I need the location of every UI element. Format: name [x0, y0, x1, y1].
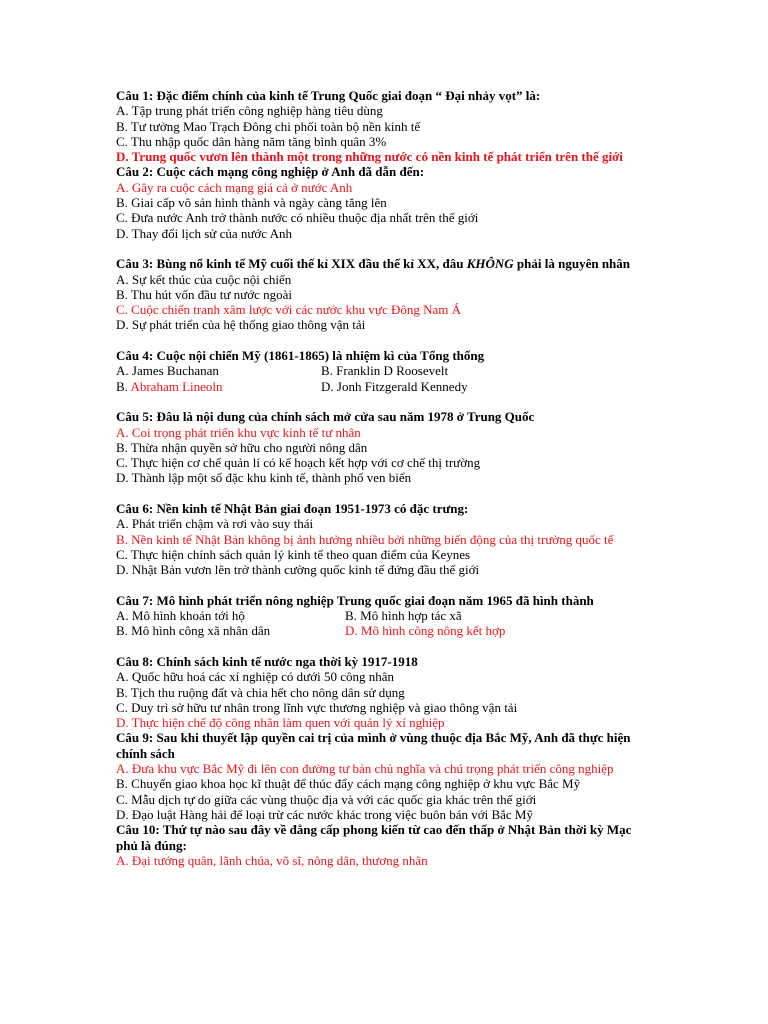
option-a: A. Tập trung phát triển công nghiệp hàng tiêu dùng	[116, 103, 383, 119]
question-title: Câu 5: Đâu là nội dung của chính sách mở cửa sau năm 1978 ở Trung Quốc	[116, 409, 535, 425]
quiz-document	[116, 88, 656, 868]
question-title: Câu 7: Mô hình phát triển nông nghiệp Trung quốc giai đoạn năm 1965 đã hình thành	[116, 592, 594, 608]
question-6	[116, 501, 656, 577]
options-row	[116, 379, 656, 394]
option-a-answer: A. Đại tướng quân, lãnh chúa, võ sĩ, nông dân, thương nhân	[116, 852, 428, 868]
option-d: D. Jonh Fitzgerald Kennedy	[321, 378, 468, 394]
option-c-answer: C. Cuộc chiến tranh xâm lược với các nước khu vực Đông Nam Á	[116, 302, 462, 318]
option-b-answer: B. Nền kinh tế Nhật Bản không bị ảnh hưởng nhiều bởi những biến động của thị trường quốc tế	[116, 531, 614, 547]
option-b: B. Franklin D Roosevelt	[321, 363, 449, 379]
question-title	[116, 256, 656, 271]
option-a: A. James Buchanan	[116, 363, 219, 379]
question-title: Câu 10: Thứ tự nào sau đây về đẳng cấp phong kiến từ cao đến thấp ở Nhật Bản thời kỳ Mạc phủ là đúng:	[116, 822, 632, 853]
option-b: B. Mô hình công xã nhân dân	[116, 623, 271, 639]
option-b: B. Thu hút vốn đầu tư nước ngoài	[116, 286, 292, 302]
question-8	[116, 654, 656, 730]
option-b: B. Mô hình hợp tác xã	[345, 608, 462, 624]
question-title: Câu 1: Đặc điểm chính của kinh tế Trung Quốc giai đoạn “ Đại nhảy vọt” là:	[116, 88, 541, 103]
question-title-start: Câu 3: Bùng nổ kinh tế Mỹ cuối thế kỉ XIX đầu thế kỉ XX, đâu	[116, 256, 467, 272]
option-c: C. Thực hiện chính sách quản lý kinh tế theo quan điểm của Keynes	[116, 546, 471, 562]
options-row	[116, 623, 656, 638]
question-title: Câu 8: Chính sách kinh tế nước nga thời kỳ 1917-1918	[116, 653, 418, 669]
question-title-emphasis: KHÔNG	[466, 256, 514, 272]
options-row	[116, 363, 656, 378]
option-a: A. Mô hình khoán tới hộ	[116, 608, 245, 624]
option-c: C. Mẫu dịch tự do giữa các vùng thuộc địa và với các quốc gia khác trên thế giới	[116, 791, 537, 807]
option-b: B. Tịch thu ruộng đất và chia hết cho nông dân sử dụng	[116, 684, 405, 700]
question-title-end: phải là nguyên nhân	[513, 256, 631, 272]
option-a: A. Phát triển chậm và rơi vào suy thái	[116, 516, 314, 532]
option-b: B. Thừa nhận quyền sở hữu cho người nông dân	[116, 439, 368, 455]
question-10	[116, 822, 656, 868]
option-a-answer: A. Coi trọng phát triển khu vực kinh tế tư nhân	[116, 424, 361, 440]
option-d: D. Thay đổi lịch sử của nước Anh	[116, 225, 292, 241]
option-d-answer: D. Mô hình công nông kết hợp	[345, 623, 506, 639]
option-a-answer: A. Gây ra cuộc cách mạng giá cả ở nước Anh	[116, 179, 353, 195]
option-d: D. Thành lập một số đặc khu kinh tế, thành phố ven biển	[116, 470, 412, 486]
option-d: D. Đạo luật Hàng hải để loại trừ các nước khác trong việc buôn bán với Bắc Mỹ	[116, 806, 533, 822]
option-b: B. Chuyển giao khoa học kĩ thuật để thúc đẩy cách mạng công nghiệp ở khu vực Bắc Mỹ	[116, 776, 581, 792]
question-7	[116, 593, 656, 639]
question-3	[116, 256, 656, 332]
option-a: A. Quốc hữu hoá các xí nghiệp có dưới 50 công nhân	[116, 669, 395, 685]
option-answer-text: Abraham Lineoln	[130, 378, 223, 394]
option-c: C. Duy trì sở hữu tư nhân trong lĩnh vực thương nghiệp và giao thông vận tải	[116, 699, 518, 715]
option-a: A. Sự kết thúc của cuộc nội chiến	[116, 271, 292, 287]
question-2	[116, 164, 656, 240]
option-d-answer: D. Trung quốc vươn lên thành một trong những nước có nền kinh tế phát triển trên thế giới	[116, 149, 623, 165]
option-b: B. Giai cấp vô sản hình thành và ngày càng tăng lên	[116, 195, 387, 211]
option-letter: B.	[116, 378, 131, 394]
question-title: Câu 6: Nền kinh tế Nhật Bản giai đoạn 1951-1973 có đặc trưng:	[116, 501, 469, 517]
question-title: Câu 2: Cuộc cách mạng công nghiệp ở Anh đã dẫn đến:	[116, 164, 425, 180]
question-4	[116, 348, 656, 394]
option-c: C. Đưa nước Anh trở thành nước có nhiều thuộc địa nhất trên thế giới	[116, 210, 479, 226]
option-d-answer: D. Thực hiện chế độ công nhân làm quen với quản lý xí nghiệp	[116, 715, 445, 731]
option-answer	[116, 379, 321, 394]
option-d: D. Sự phát triển của hệ thống giao thông vận tải	[116, 317, 366, 333]
options-row	[116, 608, 656, 623]
option-d: D. Nhật Bản vươn lên trở thành cường quốc kinh tế đứng đầu thế giới	[116, 562, 480, 578]
question-9	[116, 730, 656, 822]
option-c: C. Thực hiện cơ chế quản lí có kế hoạch kết hợp với cơ chế thị trường	[116, 455, 481, 471]
question-title: Câu 9: Sau khi thuyết lập quyền cai trị của mình ở vùng thuộc địa Bắc Mỹ, Anh đã thực hiện chính sách	[116, 730, 631, 761]
option-c: C. Thu nhập quốc dân hàng năm tăng bình quân 3%	[116, 133, 387, 149]
option-a-answer: A. Đưa khu vực Bắc Mỹ đi lên con đường tư bản chủ nghĩa và chú trọng phát triển công nghiệp	[116, 761, 614, 777]
option-b: B. Tư tưởng Mao Trạch Đông chi phối toàn bộ nền kinh tế	[116, 118, 421, 134]
question-1	[116, 88, 656, 164]
question-5	[116, 409, 656, 485]
question-title: Câu 4: Cuộc nội chiến Mỹ (1861-1865) là nhiệm kì của Tổng thống	[116, 348, 485, 364]
